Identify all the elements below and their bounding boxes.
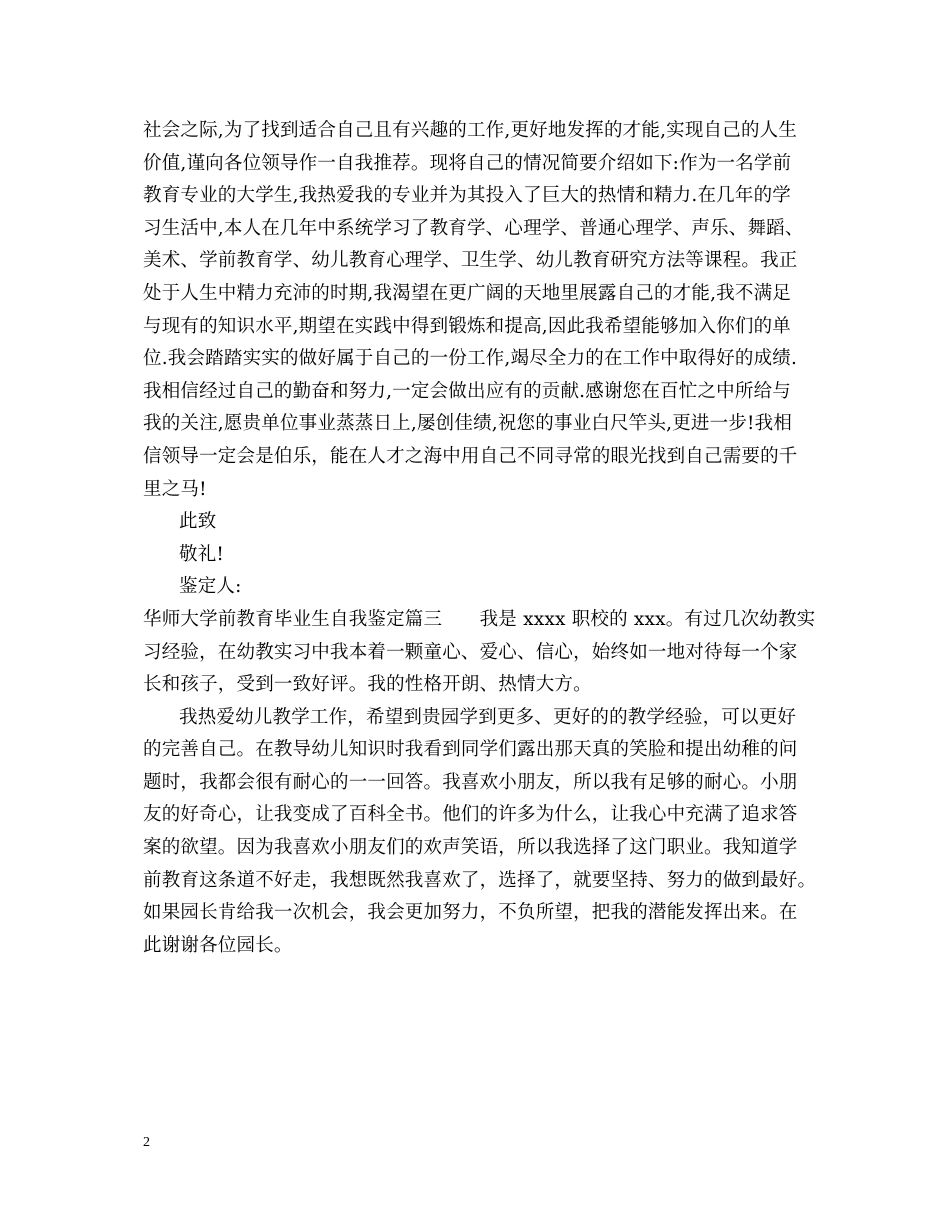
text-line: 与现有的知识水平,期望在实践中得到锻炼和提高,因此我希望能够加入你们的单 [143, 315, 791, 337]
signature-line: 鉴定人: [179, 576, 242, 598]
text-line: 里之马! [143, 478, 207, 500]
salutation-line: 此致 [179, 511, 217, 533]
text-line: 案的欲望。因为我喜欢小朋友们的欢声笑语，所以我选择了这门职业。我知道学 [143, 837, 798, 859]
text-line: 习生活中,本人在几年中系统学习了教育学、心理学、普通心理学、声乐、舞蹈、 [143, 217, 804, 239]
text-line: 社会之际,为了找到适合自己且有兴趣的工作,更好地发挥的才能,实现自己的人生 [143, 120, 798, 141]
salutation-line: 敬礼! [179, 543, 225, 565]
paragraph-start-line: 我热爱幼儿教学工作，希望到贵园学到更多、更好的的教学经验，可以更好 [179, 706, 797, 728]
text-line: 如果园长肯给我一次机会，我会更加努力，不负所望，把我的潜能发挥出来。在 [143, 902, 798, 924]
text-line: 处于人生中精力充沛的时期,我渴望在更广阔的天地里展露自己的才能,我不满足 [143, 282, 791, 304]
text-line: 信领导一定会是伯乐，能在人才之海中用自己不同寻常的眼光找到自己需要的千 [143, 445, 798, 467]
page-number: 2 [143, 1135, 150, 1150]
text-line: 教育专业的大学生,我热爱我的专业并为其投入了巨大的热情和精力.在几年的学 [143, 185, 791, 207]
text-line: 位.我会踏踏实实的做好属于自己的一份工作,竭尽全力的在工作中取得好的成绩. [143, 348, 798, 370]
text-line: 美术、学前教育学、幼儿教育心理学、卫生学、幼儿教育研究方法等课程。我正 [143, 250, 798, 272]
text-line: 题时，我都会很有耐心的一一回答。我喜欢小朋友，所以我有足够的耐心。小朋 [143, 771, 798, 793]
text-line: 的完善自己。在教导幼儿知识时我看到同学们露出那天真的笑脸和提出幼稚的问 [143, 739, 798, 761]
text-line: 我的关注,愿贵单位事业蒸蒸日上,屡创佳绩,祝您的事业白尺竿头,更进一步!我相 [143, 413, 793, 435]
text-line: 价值,谨向各位领导作一自我推荐。现将自己的情况简要介绍如下:作为一名学前 [143, 152, 792, 174]
text-line: 我相信经过自己的勤奋和努力,一定会做出应有的贡献.感谢您在百忙之中所给与 [143, 380, 791, 402]
text-line: 习经验，在幼教实习中我本着一颗童心、爱心、信心，始终如一地对待每一个家 [143, 641, 798, 663]
text-line: 前教育这条道不好走，我想既然我喜欢了，选择了，就要坚持、努力的做到最好。 [143, 869, 817, 891]
text-line: 友的好奇心，让我变成了百科全书。他们的许多为什么，让我心中充满了追求答 [143, 804, 798, 826]
text-line: 长和孩子，受到一致好评。我的性格开朗、热情大方。 [143, 674, 592, 696]
section-heading-line: 华师大学前教育毕业生自我鉴定篇三 我是 xxxx 职校的 xxx。有过几次幼教实 [143, 608, 816, 630]
body-text [143, 115, 823, 962]
text-line: 此谢谢各位园长。 [143, 934, 293, 956]
